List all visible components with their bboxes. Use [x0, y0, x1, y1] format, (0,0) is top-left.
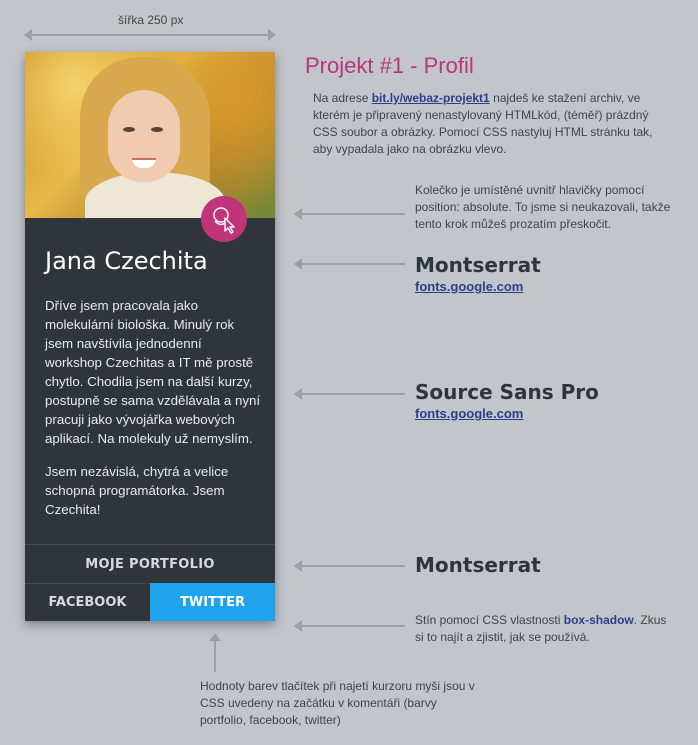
- bio-paragraph-1: Dříve jsem pracovala jako molekulární biološka. Minulý rok jsem navštívila jednodenní workshop Czechitas a IT mě prostě chytlo. Chodila jsem na další kurzy, postupně se sama vzdělávala a nyní pracuji jako vývojářka webových aplikací. Na molekuly už nemyslím.: [45, 298, 261, 446]
- arrow-font-bio: [300, 393, 405, 395]
- arrow-circle: [300, 213, 405, 215]
- project-link[interactable]: bit.ly/webaz-projekt1: [371, 91, 490, 105]
- font-source-sans: Source Sans Pro: [415, 380, 599, 404]
- font-montserrat-1: Montserrat: [415, 253, 541, 277]
- font-montserrat-2: Montserrat: [415, 553, 541, 577]
- portfolio-button[interactable]: MOJE PORTFOLIO: [25, 544, 275, 584]
- avatar-badge: [201, 196, 247, 242]
- bio-paragraph-2: Jsem nezávislá, chytrá a velice schopná programátorka. Jsem Czechita!: [45, 464, 229, 517]
- hover-note: Hodnoty barev tlačítek při najetí kurzoru myši jsou v CSS uvedeny na začátku v komentáři (barvy portfolio, facebook, twitter): [200, 679, 475, 727]
- width-dimension-line: [30, 34, 270, 36]
- box-shadow-keyword: box-shadow: [563, 613, 634, 627]
- page-title: Projekt #1 - Profil: [305, 53, 474, 78]
- shadow-note: Stín pomocí CSS vlastnosti box-shadow. Zkus si to najít a zjistit, jak se používá.: [415, 613, 667, 644]
- profile-card: [25, 52, 275, 621]
- font-link-2[interactable]: fonts.google.com: [415, 406, 524, 421]
- circle-note: Kolečko je umístěné uvnitř hlavičky pomocí position: absolute. To jsme si neukazovali, takže tento krok můžeš prozatím přeskočit.: [415, 183, 671, 231]
- arrow-shadow: [300, 625, 405, 627]
- arrow-font-buttons: [300, 565, 405, 567]
- font-link-1[interactable]: fonts.google.com: [415, 279, 524, 294]
- project-description: Na adrese bit.ly/webaz-projekt1 najdeš ke stažení archiv, ve kterém je připravený nenastylovaný HTMLkód, (téměř) prázdný CSS soubor a obrázky. Pomocí CSS nastyluj HTML stránku tak, aby vypadala jako na obrázku vlevo.: [313, 91, 653, 156]
- profile-photo: [25, 52, 275, 218]
- cursor-head-icon: [209, 204, 239, 234]
- width-label: šířka 250 px: [118, 13, 184, 27]
- arrow-font-name: [300, 263, 405, 265]
- facebook-button[interactable]: FACEBOOK: [48, 594, 127, 610]
- card-name: Jana Czechita: [45, 247, 208, 275]
- twitter-button[interactable]: TWITTER: [150, 583, 275, 621]
- arrow-hover: [214, 640, 216, 672]
- card-bio: [45, 296, 261, 533]
